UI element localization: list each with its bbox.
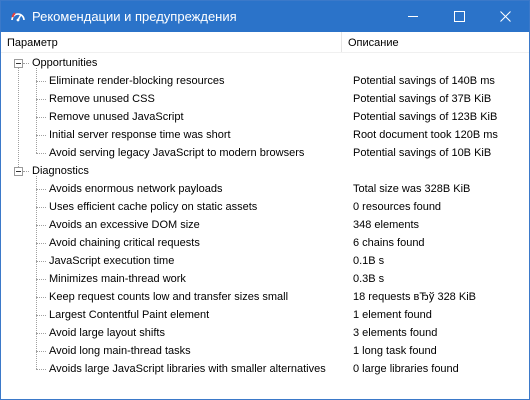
tree-item-label: Avoids large JavaScript libraries with smaller alternatives [49,363,326,375]
tree-connector [36,99,46,100]
tree-item-description: Potential savings of 140В ms [353,75,495,87]
tree-item[interactable] [1,234,529,252]
column-header [1,32,529,53]
tree-item-label: Avoid long main-thread tasks [49,345,191,357]
minimize-button[interactable] [391,1,437,32]
tree-item-label: Eliminate render-blocking resources [49,75,225,87]
tree-group-0[interactable] [1,54,529,72]
tree-item-label: Uses efficient cache policy on static assets [49,201,258,213]
tree-item-description: 18 requests вЂў 328 KiB [353,291,476,303]
maximize-icon [454,11,465,22]
tree-item[interactable] [1,342,529,360]
tree-item-label: Avoid large layout shifts [49,327,165,339]
tree-item[interactable] [1,144,529,162]
tree-item[interactable] [1,180,529,198]
tree-group-label: Opportunities [32,57,98,69]
tree-item-label: Initial server response time was short [49,129,231,141]
tree-item[interactable] [1,216,529,234]
tree-connector [36,333,46,334]
tree-item-description: 1 element found [353,309,432,321]
header-divider [1,52,529,53]
close-icon [500,11,511,22]
tree-item-label: Avoid serving legacy JavaScript to modern browsers [49,147,305,159]
tree-connector [36,225,46,226]
title-bar[interactable] [1,1,529,32]
tree-item-description: 0 large libraries found [353,363,459,375]
tree-connector [36,176,37,369]
tree-item-label: Minimizes main-thread work [49,273,186,285]
column-divider[interactable] [341,32,342,53]
tree-item-label: JavaScript execution time [49,255,175,267]
tree-connector [23,171,29,172]
tree-connector [36,369,46,370]
window-title: Рекомендации и предупреждения [32,9,237,24]
tree-connector [36,135,46,136]
tree-connector [23,63,29,64]
tree-item-description: Potential savings of 10В KiB [353,147,492,159]
tree-item[interactable] [1,324,529,342]
tree-item-description: 0.1В s [353,255,385,267]
tree-connector [36,81,46,82]
tree-connector [36,207,46,208]
tree-item-label: Remove unused CSS [49,93,155,105]
tree-item[interactable] [1,198,529,216]
tree-item-description: Root document took 120В ms [353,129,498,141]
tree-connector [36,261,46,262]
tree-item[interactable] [1,270,529,288]
maximize-button[interactable] [437,1,483,32]
tree-item-description: Potential savings of 123В KiB [353,111,498,123]
tree-item-label: Keep request counts low and transfer sizes small [49,291,289,303]
tree-item-label: Largest Contentful Paint element [49,309,210,321]
column-header-param[interactable]: Параметр [7,37,58,49]
tree-connector [36,68,37,153]
tree-item[interactable] [1,252,529,270]
gauge-icon [10,8,26,24]
tree-connector [36,279,46,280]
tree-connector [36,243,46,244]
tree-item-description: 1 long task found [353,345,437,357]
tree-connector [18,68,19,167]
tree-item-description: 348 elements [353,219,420,231]
tree-connector [36,297,46,298]
tree-item[interactable] [1,108,529,126]
tree-item-description: 3 elements found [353,327,438,339]
tree-item-label: Avoids an excessive DOM size [49,219,200,231]
client-area [1,32,529,399]
tree-connector [36,117,46,118]
tree-item[interactable] [1,90,529,108]
tree-connector [36,351,46,352]
tree-group-1[interactable] [1,162,529,180]
close-button[interactable] [483,1,529,32]
tree-connector [36,315,46,316]
tree-item-label: Remove unused JavaScript [49,111,184,123]
tree-item[interactable] [1,126,529,144]
tree-item[interactable] [1,288,529,306]
tree-item[interactable] [1,306,529,324]
tree-item-description: Potential savings of 37В KiB [353,93,492,105]
tree-item[interactable] [1,360,529,378]
tree-item-description: Total size was 328В KiB [353,183,471,195]
minimize-icon [408,11,419,22]
tree-item-description: 0 resources found [353,201,442,213]
tree-item-label: Avoid chaining critical requests [49,237,200,249]
tree-item[interactable] [1,72,529,90]
tree-connector [36,153,46,154]
tree-item-description: 6 chains found [353,237,425,249]
tree-item-description: 0.3В s [353,273,385,285]
collapse-toggle-icon[interactable] [14,59,23,68]
tree-connector [36,189,46,190]
tree-group-label: Diagnostics [32,165,89,177]
tree-item-label: Avoids enormous network payloads [49,183,223,195]
collapse-toggle-icon[interactable] [14,167,23,176]
column-header-desc[interactable]: Описание [348,37,399,49]
